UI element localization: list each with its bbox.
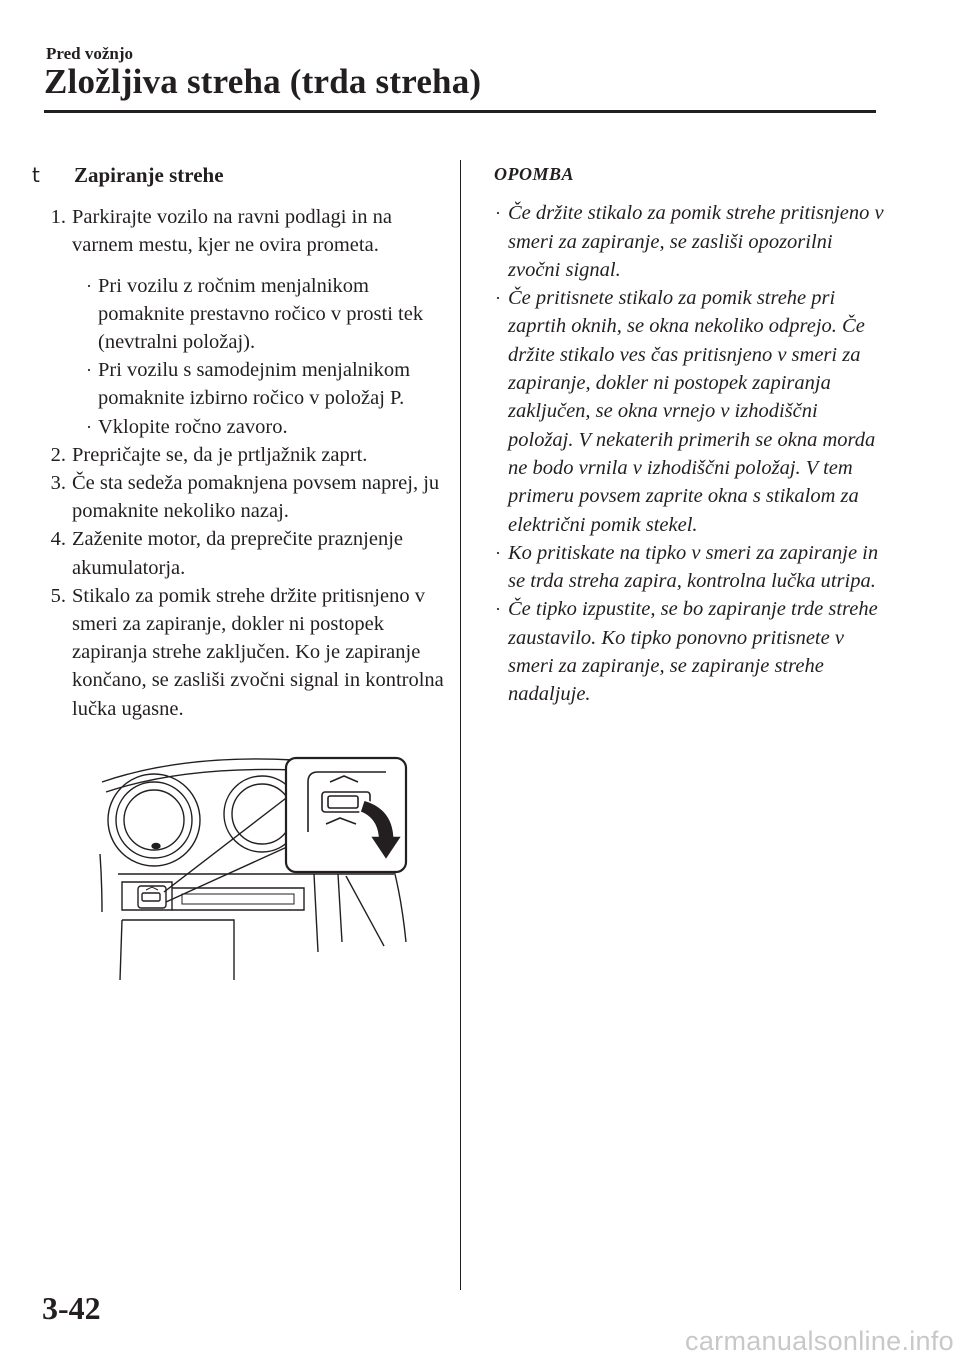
step-item xyxy=(32,469,450,525)
bullet-dot-icon: · xyxy=(495,203,501,224)
section-heading-text: Zapiranje strehe xyxy=(74,163,224,187)
step-item xyxy=(32,525,450,581)
section-bullet-icon: t xyxy=(32,163,40,187)
sub-item xyxy=(32,413,450,441)
note-text: Ko pritiskate na tipko v smeri za zapiranje in se trda streha zapira, kontrolna lučka utripa. xyxy=(508,541,879,593)
note-item xyxy=(494,539,884,596)
step-text: Če sta sedeža pomaknjena povsem naprej, ju pomaknite nekoliko nazaj. xyxy=(72,472,440,523)
step-number: 5. xyxy=(50,584,66,607)
bullet-dot-icon: · xyxy=(495,288,501,309)
section-heading xyxy=(32,161,450,189)
column-divider xyxy=(460,160,461,1290)
sub-item xyxy=(32,272,450,357)
watermark-link[interactable]: carmanualsonline.info xyxy=(685,1326,954,1356)
roof-switch-illustration xyxy=(94,752,416,980)
bullet-dot-icon: · xyxy=(495,542,501,563)
bullet-dot-icon: · xyxy=(495,599,501,620)
page-number: 3-42 xyxy=(42,1290,101,1326)
step-item xyxy=(32,441,450,469)
sub-item-text: Vklopite ročno zavoro. xyxy=(98,415,288,438)
sub-item-text: Pri vozilu s samodejnim menjalnikom pomaknite izbirno ročico v položaj P. xyxy=(98,359,411,410)
note-heading: OPOMBA xyxy=(494,164,575,184)
step-number: 1. xyxy=(50,206,66,229)
page-title: Zložljiva streha (trda streha) xyxy=(44,62,482,101)
note-text: Če tipko izpustite, se bo zapiranje trde strehe zaustavilo. Ko tipko ponovno pritisnete v smeri za zapiranje, se zapiranje strehe nadaljuje. xyxy=(508,598,878,706)
step-text: Stikalo za pomik strehe držite pritisnjeno v smeri za zapiranje, dokler ni postopek zapiranja strehe zaključen. Ko je zapiranje končano, se zasliši zvočni signal in kontrolna lučka ugasne. xyxy=(72,584,444,720)
note-text: Če pritisnete stikalo za pomik strehe pri zaprtih oknih, se okna nekoliko odprejo. Če držite stikalo ves čas pritisnjeno v smeri za zapiranje, dokler ni postopek zapiranja zaključen, se okna vrnejo v izhodiščni položaj. V nekaterih primerih se okna morda ne bodo vrnila v izhodiščni položaj. V tem primeru povsem zaprite okna s stikalom za električni pomik stekel. xyxy=(508,287,876,536)
left-column xyxy=(32,160,450,723)
step-item xyxy=(32,582,450,723)
step-number: 4. xyxy=(50,528,66,551)
bullet-dot-icon: · xyxy=(86,416,92,437)
step-text: Prepričajte se, da je prtljažnik zaprt. xyxy=(72,443,368,466)
step-number: 2. xyxy=(50,443,66,466)
note-text: Če držite stikalo za pomik strehe pritisnjeno v smeri za zapiranje, se zasliši opozorilni zvočni signal. xyxy=(508,202,884,281)
step-text: Parkirajte vozilo na ravni podlagi in na varnem mestu, kjer ne ovira prometa. xyxy=(72,206,392,257)
note-column xyxy=(494,160,884,709)
step-number: 3. xyxy=(50,472,66,495)
section-label: Pred vožnjo xyxy=(46,44,134,63)
note-item xyxy=(494,284,884,539)
sub-item-text: Pri vozilu z ročnim menjalnikom pomaknite prestavno ročico v prosti tek (nevtralni položaj). xyxy=(98,274,424,354)
note-item xyxy=(494,595,884,708)
bullet-dot-icon: · xyxy=(86,275,92,296)
bullet-dot-icon: · xyxy=(86,360,92,381)
sub-item xyxy=(32,356,450,412)
sub-list xyxy=(32,272,450,441)
step-item xyxy=(32,203,450,259)
note-item xyxy=(494,199,884,284)
step-text: Zaženite motor, da preprečite praznjenje akumulatorja. xyxy=(72,528,403,579)
header-divider xyxy=(44,110,876,113)
